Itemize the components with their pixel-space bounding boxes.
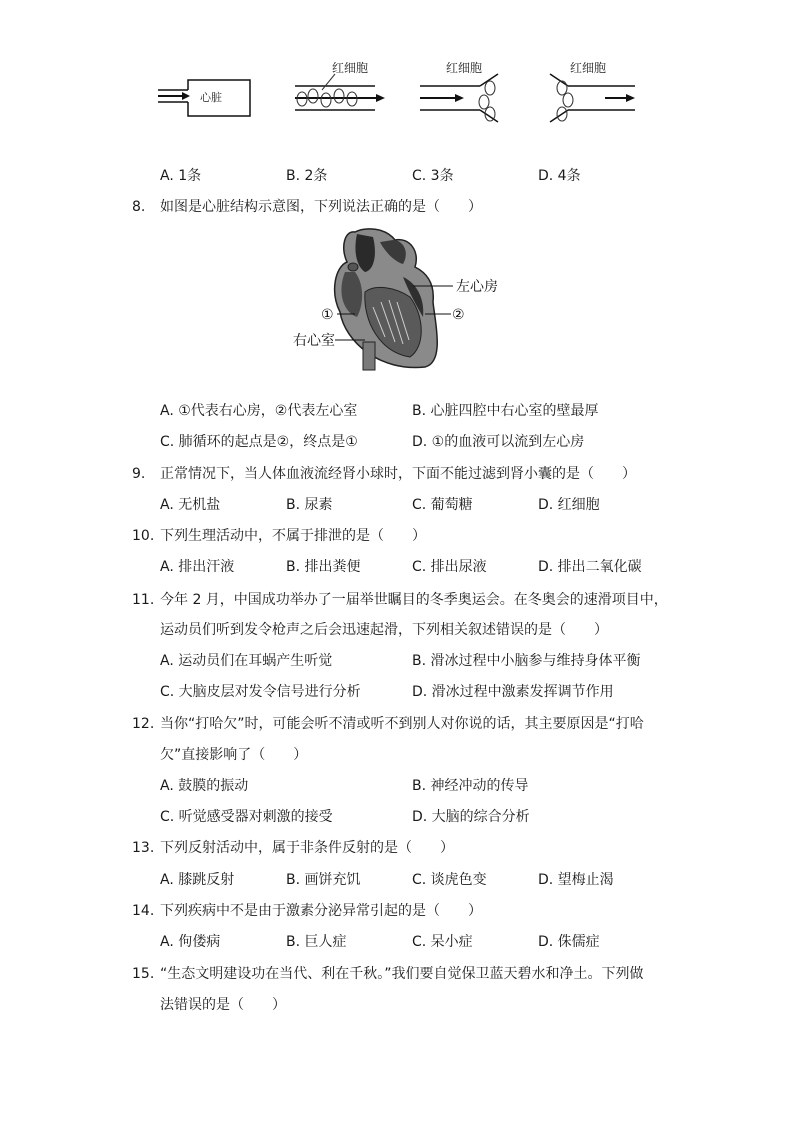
q13-text: 下列反射活动中，属于非条件反射的是（ ） xyxy=(160,840,454,856)
q10-text: 下列生理活动中，不属于排泄的是（ ） xyxy=(160,528,426,544)
heart-label: 心脏 xyxy=(200,91,222,104)
q7-option-a: A. 1条 xyxy=(160,168,202,184)
q14-option-c: C. 呆小症 xyxy=(412,934,473,950)
q15-line-2: 法错误的是（ ） xyxy=(160,997,286,1013)
q9-option-a: A. 无机盐 xyxy=(160,497,221,513)
diagram-capillary xyxy=(295,61,385,110)
q8-option-c: C. 肺循环的起点是②，终点是① xyxy=(160,434,358,450)
figure-heart-structure xyxy=(285,222,525,382)
figure-blood-flow-diagrams xyxy=(150,58,650,138)
q14-option-b: B. 巨人症 xyxy=(286,934,347,950)
q12-option-d: D. 大脑的综合分析 xyxy=(412,809,530,825)
q12-option-b: B. 神经冲动的传导 xyxy=(412,778,529,794)
q12-number: 12. xyxy=(132,716,155,732)
q8-option-a: A. ①代表右心房，②代表左心室 xyxy=(160,403,358,419)
q13-option-a: A. 膝跳反射 xyxy=(160,872,235,888)
q12-line-1: 当你“打哈欠”时，可能会听不清或听不到别人对你说的话，其主要原因是“打哈 xyxy=(160,716,644,732)
q8-text: 如图是心脏结构示意图，下列说法正确的是（ ） xyxy=(160,199,482,215)
q12-line-2: 欠”直接影响了（ ） xyxy=(160,747,308,763)
q7-option-c: C. 3条 xyxy=(412,168,454,184)
label-left-atrium: 左心房 xyxy=(456,279,498,295)
label-mark-2: ② xyxy=(452,307,465,323)
rbc-label-3: 红细胞 xyxy=(570,61,607,75)
q9-option-d: D. 红细胞 xyxy=(538,497,600,513)
q15-number: 15. xyxy=(132,966,155,982)
q11-option-c: C. 大脑皮层对发令信号进行分析 xyxy=(160,684,361,700)
q10-option-a: A. 排出汗液 xyxy=(160,559,235,575)
q13-option-d: D. 望梅止渴 xyxy=(538,872,614,888)
q13-number: 13. xyxy=(132,840,155,856)
diagram-converging-vessel xyxy=(550,61,635,122)
q7-option-b: B. 2条 xyxy=(286,168,328,184)
q10-option-b: B. 排出粪便 xyxy=(286,559,361,575)
q9-text: 正常情况下，当人体血液流经肾小球时，下面不能过滤到肾小囊的是（ ） xyxy=(160,466,636,482)
q10-option-d: D. 排出二氧化碳 xyxy=(538,559,642,575)
diagram-heart-inflow xyxy=(158,80,250,116)
q13-option-c: C. 谈虎色变 xyxy=(412,872,487,888)
q9-number: 9. xyxy=(132,466,146,482)
q13-option-b: B. 画饼充饥 xyxy=(286,872,361,888)
rbc-label-1: 红细胞 xyxy=(332,61,369,75)
q11-option-b: B. 滑冰过程中小脑参与维持身体平衡 xyxy=(412,653,641,669)
q11-option-a: A. 运动员们在耳蜗产生听觉 xyxy=(160,653,333,669)
rbc-label-2: 红细胞 xyxy=(446,61,483,75)
q10-number: 10. xyxy=(132,528,155,544)
q11-line-1: 今年 2 月，中国成功举办了一届举世瞩目的冬季奥运会。在冬奥会的速滑项目中， xyxy=(160,592,668,608)
diagram-branching-vessel xyxy=(420,61,498,122)
q9-option-b: B. 尿素 xyxy=(286,497,333,513)
label-mark-1: ① xyxy=(321,307,334,323)
q8-number: 8. xyxy=(132,199,146,215)
q14-option-d: D. 侏儒症 xyxy=(538,934,600,950)
q14-text: 下列疾病中不是由于激素分泌异常引起的是（ ） xyxy=(160,903,482,919)
q11-line-2: 运动员们听到发令枪声之后会迅速起滑，下列相关叙述错误的是（ ） xyxy=(160,622,608,638)
q15-line-1: “生态文明建设功在当代、利在千秋。”我们要自觉保卫蓝天碧水和净土。下列做 xyxy=(160,966,644,982)
q8-option-d: D. ①的血液可以流到左心房 xyxy=(412,434,585,450)
q10-option-c: C. 排出尿液 xyxy=(412,559,487,575)
q12-option-c: C. 听觉感受器对刺激的接受 xyxy=(160,809,333,825)
heart-illustration xyxy=(335,229,438,370)
q7-option-d: D. 4条 xyxy=(538,168,581,184)
q8-option-b: B. 心脏四腔中右心室的壁最厚 xyxy=(412,403,599,419)
q11-option-d: D. 滑冰过程中激素发挥调节作用 xyxy=(412,684,614,700)
q14-number: 14. xyxy=(132,903,155,919)
q14-option-a: A. 佝偻病 xyxy=(160,934,221,950)
label-right-ventricle: 右心室 xyxy=(293,333,335,349)
q11-number: 11. xyxy=(132,592,155,608)
q9-option-c: C. 葡萄糖 xyxy=(412,497,473,513)
q12-option-a: A. 鼓膜的振动 xyxy=(160,778,249,794)
